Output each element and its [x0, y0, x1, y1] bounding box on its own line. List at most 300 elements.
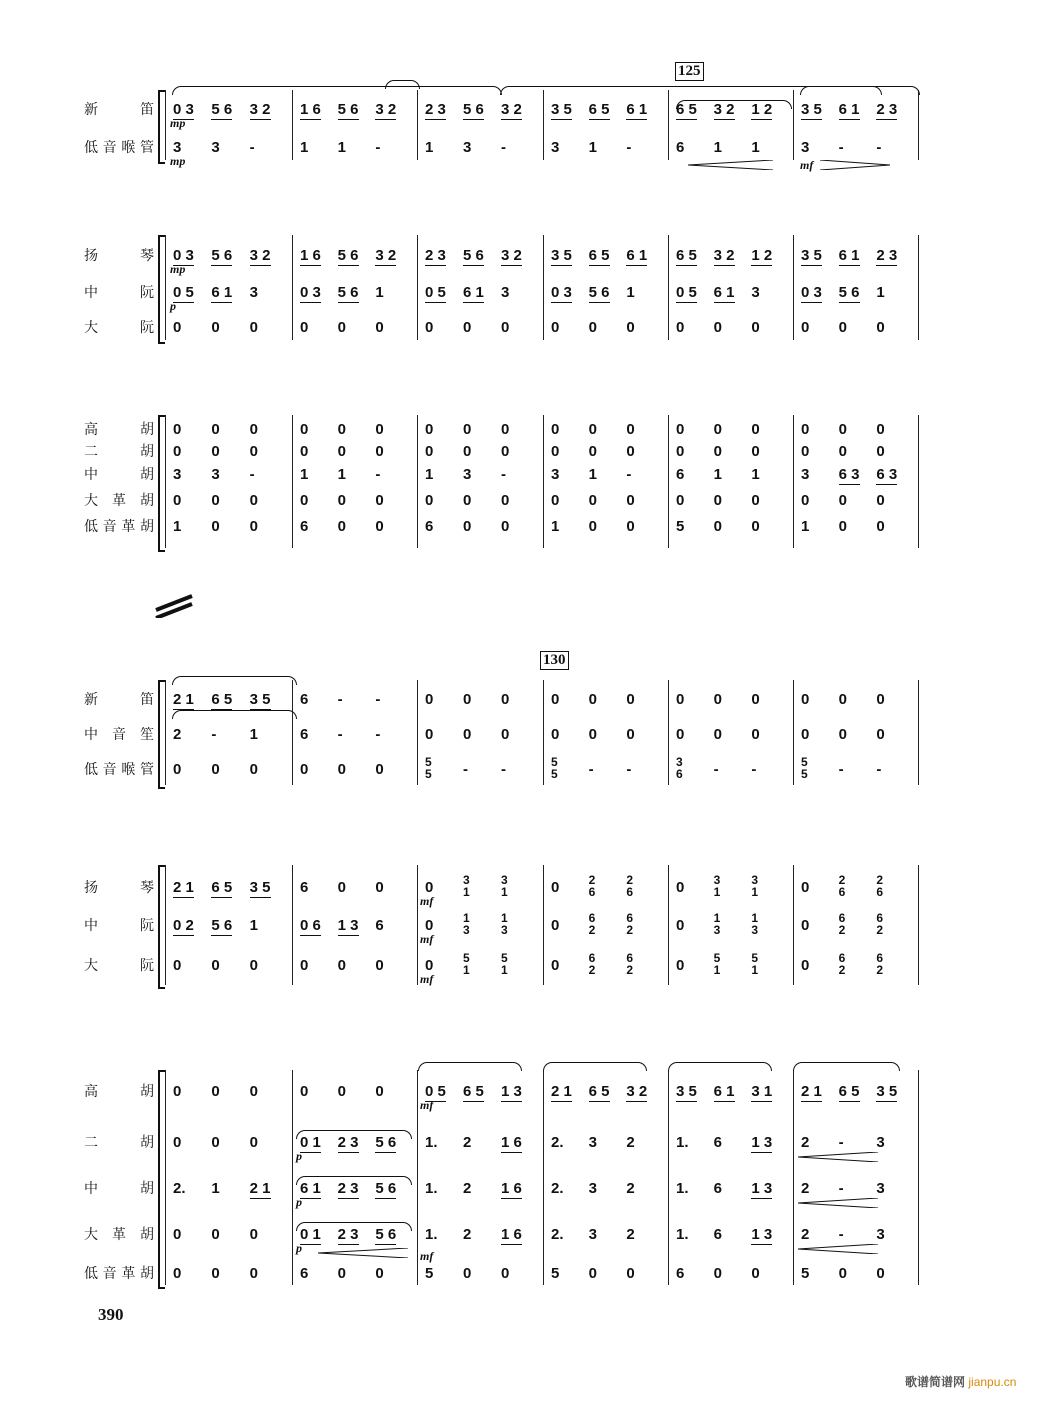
eighth-note-pair: 5 6 [375, 1226, 397, 1243]
slur [296, 1222, 412, 1231]
note: 0 [876, 1265, 885, 1282]
note: 0 [713, 443, 722, 460]
chord-note: 6 2 [626, 951, 634, 977]
note: 0 [626, 518, 635, 535]
barline [668, 865, 669, 985]
group-bracket [158, 865, 165, 989]
note: - [249, 466, 255, 483]
slur [668, 1062, 772, 1071]
note: 1 [300, 466, 309, 483]
note: 1 [876, 284, 885, 301]
note: 0 [626, 443, 635, 460]
note: 0 [838, 691, 847, 708]
eighth-note-pair: 0 5 [173, 284, 194, 301]
note: 0 [676, 917, 685, 934]
note: 0 [676, 691, 685, 708]
note: 0 [173, 957, 182, 974]
eighth-note-pair: 1 2 [751, 247, 773, 264]
note: 3 [463, 139, 472, 156]
note: - [375, 466, 381, 483]
note: 0 [876, 726, 885, 743]
chord-note: 3 1 [501, 873, 508, 899]
note: 0 [375, 319, 384, 336]
dynamic-marking: mf [420, 894, 434, 908]
system-break-mark [152, 592, 198, 618]
note: 3 [463, 466, 472, 483]
note: 0 [211, 492, 220, 509]
note [801, 248, 822, 264]
note: 5 [801, 1265, 810, 1282]
barline [292, 235, 293, 340]
barline [918, 90, 919, 160]
note: 1 [425, 139, 434, 156]
barline [668, 90, 669, 160]
note: 2 [463, 1226, 472, 1243]
dynamic-marking: p [296, 1241, 302, 1255]
eighth-note-pair: 2 3 [337, 1226, 359, 1243]
note: 0 [876, 691, 885, 708]
instrument-label: 大革胡 [84, 493, 154, 509]
barline [292, 865, 293, 985]
note [338, 248, 359, 264]
note: 1. [425, 1226, 438, 1243]
dynamic-marking: p [170, 299, 176, 313]
note: 0 [463, 492, 472, 509]
note: 6 [713, 1134, 722, 1151]
note [751, 1227, 772, 1243]
eighth-note-pair: 3 5 [551, 247, 572, 264]
note: 0 [425, 917, 434, 934]
barline [543, 235, 544, 340]
eighth-note-pair: 5 6 [211, 101, 233, 118]
eighth-note-pair: 6 5 [838, 1083, 860, 1100]
note: 5 [551, 1265, 560, 1282]
instrument-label: 低音喉管 [84, 140, 154, 156]
note [876, 248, 897, 264]
note [751, 1084, 772, 1100]
barline [543, 680, 544, 785]
system-start-line [165, 235, 166, 340]
crescendo-hairpin [798, 1244, 878, 1254]
note: 2. [551, 1134, 564, 1151]
eighth-note-pair: 5 6 [375, 1134, 397, 1151]
note: 0 [876, 492, 885, 509]
eighth-note-pair: 6 5 [676, 247, 697, 264]
group-bracket [158, 680, 165, 789]
note: - [211, 726, 217, 743]
note: 0 [501, 443, 510, 460]
note: 1 [337, 139, 346, 156]
note: 0 [751, 518, 760, 535]
note: 1. [676, 1180, 689, 1197]
note [501, 1135, 522, 1151]
barline [918, 1070, 919, 1285]
note: 0 [337, 761, 346, 778]
note [300, 285, 321, 301]
instrument-label: 低音革胡 [84, 519, 154, 535]
note: 3 [211, 139, 220, 156]
note: 0 [751, 421, 760, 438]
note: - [375, 726, 381, 743]
note: 0 [249, 1226, 258, 1243]
chord-note: 6 2 [838, 911, 846, 937]
note [751, 1135, 772, 1151]
note: 0 [876, 421, 885, 438]
note: 0 [713, 492, 722, 509]
instrument-label: 大 阮 [84, 320, 154, 336]
note [173, 692, 194, 708]
note: 3 [551, 139, 560, 156]
note: 0 [375, 443, 384, 460]
instrument-label: 中 阮 [84, 285, 154, 301]
eighth-note-pair: 2 3 [425, 247, 446, 264]
barline [417, 90, 418, 160]
note: 0 [676, 879, 685, 896]
note: 0 [249, 761, 258, 778]
note: 0 [876, 319, 885, 336]
instrument-label: 中 阮 [84, 918, 154, 934]
eighth-note-pair: 1 3 [337, 917, 359, 934]
note [250, 692, 271, 708]
note: 0 [211, 957, 220, 974]
barline [668, 235, 669, 340]
note [839, 1084, 860, 1100]
note: 6 [300, 1265, 309, 1282]
note: - [375, 691, 381, 708]
note: 0 [425, 421, 434, 438]
slur [172, 676, 297, 685]
note: 3 [751, 284, 760, 301]
note [501, 102, 522, 118]
note: 0 [801, 319, 810, 336]
eighth-note-pair: 6 1 [463, 284, 484, 301]
note [589, 248, 610, 264]
note: 0 [676, 421, 685, 438]
note: 0 [173, 1134, 182, 1151]
eighth-note-pair: 2 1 [551, 1083, 572, 1100]
eighth-note-pair: 6 1 [626, 101, 648, 118]
note: 0 [375, 879, 384, 896]
barline [417, 680, 418, 785]
note: 0 [838, 492, 847, 509]
chord-note: 6 2 [838, 951, 846, 977]
note: 0 [676, 492, 685, 509]
note: 3 [876, 1180, 885, 1197]
note: 0 [211, 1083, 220, 1100]
note: 0 [211, 1226, 220, 1243]
note: 0 [211, 319, 220, 336]
eighth-note-pair: 3 5 [551, 101, 572, 118]
barline [793, 1070, 794, 1285]
eighth-note-pair: 1 3 [751, 1226, 773, 1243]
note: 1. [425, 1134, 438, 1151]
chord-note: 5 1 [463, 951, 470, 977]
eighth-note-pair: 6 5 [588, 1083, 610, 1100]
note: 0 [173, 421, 182, 438]
note: 3 [588, 1180, 597, 1197]
chord-note: 1 3 [501, 911, 508, 937]
note [589, 1084, 610, 1100]
instrument-label: 低音喉管 [84, 762, 154, 778]
eighth-note-pair: 0 3 [173, 101, 194, 118]
eighth-note-pair: 1 6 [501, 1134, 522, 1151]
note: - [337, 726, 343, 743]
note: 0 [501, 518, 510, 535]
note: 0 [463, 691, 472, 708]
note: 3 [876, 1134, 885, 1151]
note [300, 918, 321, 934]
note: 3 [249, 284, 258, 301]
note: - [876, 139, 882, 156]
chord-note: 2 6 [626, 873, 634, 899]
note [250, 1181, 271, 1197]
chord-note: 3 1 [713, 873, 721, 899]
note: 3 [876, 1226, 885, 1243]
eighth-note-pair: 6 5 [588, 247, 610, 264]
slur [793, 1062, 900, 1071]
barline [918, 865, 919, 985]
chord-note: 6 2 [876, 911, 884, 937]
rehearsal-mark: 130 [540, 651, 569, 670]
instrument-label: 高 胡 [84, 422, 154, 438]
eighth-note-pair: 3 2 [626, 1083, 648, 1100]
eighth-note-pair: 6 3 [838, 466, 860, 483]
note [300, 102, 321, 118]
note: 0 [588, 726, 597, 743]
barline [668, 1070, 669, 1285]
eighth-note-pair: 3 5 [801, 247, 822, 264]
barline [417, 415, 418, 548]
note: 0 [375, 492, 384, 509]
note: 0 [551, 421, 560, 438]
note: 3 [211, 466, 220, 483]
eighth-note-pair: 3 5 [249, 691, 271, 708]
dynamic-marking: mp [170, 154, 186, 168]
dynamic-marking: mf [800, 158, 814, 172]
eighth-note-pair: 1 3 [751, 1180, 773, 1197]
note: 3 [801, 466, 810, 483]
eighth-note-pair: 1 2 [751, 101, 773, 118]
note: 0 [300, 319, 309, 336]
eighth-note-pair: 3 2 [713, 101, 735, 118]
note: 0 [375, 1083, 384, 1100]
note: 0 [375, 957, 384, 974]
note: 2. [551, 1180, 564, 1197]
dynamic-marking: mp [170, 116, 186, 130]
note: 0 [249, 492, 258, 509]
note [501, 1084, 522, 1100]
note: 0 [249, 1134, 258, 1151]
eighth-note-pair: 2 1 [173, 691, 194, 708]
note: 0 [300, 443, 309, 460]
note [338, 102, 359, 118]
note [589, 285, 610, 301]
note [211, 918, 232, 934]
instrument-label: 中 胡 [84, 467, 154, 483]
note: - [838, 1180, 844, 1197]
note: 0 [173, 1083, 182, 1100]
note: 0 [425, 492, 434, 509]
eighth-note-pair: 3 2 [501, 247, 522, 264]
note [463, 1084, 484, 1100]
note: 2. [551, 1226, 564, 1243]
note: 0 [375, 421, 384, 438]
slur [172, 710, 297, 719]
note: 2. [173, 1180, 186, 1197]
eighth-note-pair: 0 3 [173, 247, 194, 264]
note: 6 [300, 518, 309, 535]
barline [668, 680, 669, 785]
note [626, 1084, 647, 1100]
crescendo-hairpin [798, 1198, 878, 1208]
note: 0 [588, 421, 597, 438]
eighth-note-pair: 1 6 [300, 247, 321, 264]
eighth-note-pair: 0 3 [300, 284, 321, 301]
note: 0 [551, 917, 560, 934]
note: 0 [211, 1134, 220, 1151]
note: 3 [173, 466, 182, 483]
instrument-label: 大革胡 [84, 1227, 154, 1243]
note: 0 [173, 492, 182, 509]
eighth-note-pair: 3 5 [801, 101, 822, 118]
chord-note: 5 1 [751, 951, 759, 977]
barline [292, 90, 293, 160]
note: - [463, 761, 468, 778]
note: - [588, 761, 594, 778]
eighth-note-pair: 5 6 [337, 247, 359, 264]
note [173, 285, 194, 301]
note: 0 [713, 691, 722, 708]
barline [543, 865, 544, 985]
note: 0 [626, 421, 635, 438]
note: 1 [751, 466, 760, 483]
eighth-note-pair: 0 5 [425, 1083, 446, 1100]
eighth-note-pair: 3 2 [713, 247, 735, 264]
note [839, 102, 860, 118]
slur [676, 100, 792, 109]
note: 0 [337, 492, 346, 509]
note: 6 [713, 1180, 722, 1197]
note: 0 [676, 443, 685, 460]
instrument-label: 低音革胡 [84, 1266, 154, 1282]
note: 1 [626, 284, 635, 301]
dynamic-marking: mf [420, 972, 434, 986]
eighth-note-pair: 1 3 [501, 1083, 522, 1100]
watermark [905, 1373, 1016, 1390]
note: 0 [249, 518, 258, 535]
note: 0 [337, 1265, 346, 1282]
note: 2 [626, 1226, 635, 1243]
note: 0 [838, 1265, 847, 1282]
note: 0 [713, 1265, 722, 1282]
eighth-note-pair: 5 6 [463, 101, 484, 118]
rehearsal-mark: 125 [675, 62, 704, 81]
note: 1 [249, 917, 258, 934]
eighth-note-pair: 0 5 [425, 284, 446, 301]
note: 6 [676, 1265, 685, 1282]
eighth-note-pair: 0 1 [300, 1226, 321, 1243]
eighth-note-pair: 5 6 [463, 247, 484, 264]
note: 0 [713, 518, 722, 535]
note: 5 [425, 1265, 434, 1282]
dynamic-marking: mp [170, 262, 186, 276]
eighth-note-pair: 3 2 [249, 101, 271, 118]
note: 0 [588, 319, 597, 336]
watermark-site: jianpu.cn [968, 1375, 1017, 1389]
note: 0 [211, 518, 220, 535]
note [501, 248, 522, 264]
note: 0 [801, 957, 810, 974]
note: 0 [751, 443, 760, 460]
note [676, 285, 697, 301]
eighth-note-pair: 2 1 [249, 1180, 271, 1197]
system-start-line [165, 415, 166, 548]
eighth-note-pair: 6 1 [211, 284, 233, 301]
eighth-note-pair: 1 6 [300, 101, 321, 118]
note: - [838, 139, 844, 156]
note: 0 [751, 726, 760, 743]
note: - [838, 761, 844, 778]
note: 0 [626, 319, 635, 336]
barline [793, 90, 794, 160]
note: 0 [588, 518, 597, 535]
chord-note: 2 6 [838, 873, 846, 899]
note [551, 285, 572, 301]
note: 0 [838, 319, 847, 336]
barline [793, 680, 794, 785]
barline [292, 1070, 293, 1285]
note: 0 [300, 957, 309, 974]
note [676, 248, 697, 264]
note: 0 [249, 1265, 258, 1282]
barline [417, 1070, 418, 1285]
note: - [501, 139, 506, 156]
note: 1 [588, 139, 597, 156]
note: 0 [211, 1265, 220, 1282]
eighth-note-pair: 6 5 [676, 101, 697, 118]
note: 0 [501, 492, 510, 509]
note [300, 248, 321, 264]
note [876, 467, 897, 483]
note: 0 [838, 518, 847, 535]
note: 2 [801, 1134, 810, 1151]
note [211, 880, 232, 896]
instrument-label: 新 笛 [84, 102, 154, 118]
note: 0 [337, 518, 346, 535]
note [839, 248, 860, 264]
note: 0 [463, 421, 472, 438]
eighth-note-pair: 0 3 [801, 284, 822, 301]
note: 0 [173, 443, 182, 460]
eighth-note-pair: 5 6 [337, 101, 359, 118]
note: 1 [713, 466, 722, 483]
chord-note: 6 2 [588, 951, 596, 977]
note: - [751, 761, 757, 778]
note: 2 [626, 1134, 635, 1151]
note: 0 [375, 761, 384, 778]
chord-note: 5 1 [713, 951, 721, 977]
note [375, 248, 396, 264]
eighth-note-pair: 6 5 [588, 101, 610, 118]
note: 0 [751, 1265, 760, 1282]
chord-note: 5 1 [501, 951, 508, 977]
eighth-note-pair: 1 6 [501, 1180, 522, 1197]
note: 1 [588, 466, 597, 483]
note [425, 285, 446, 301]
note [714, 285, 735, 301]
note [250, 880, 271, 896]
note: 0 [751, 691, 760, 708]
